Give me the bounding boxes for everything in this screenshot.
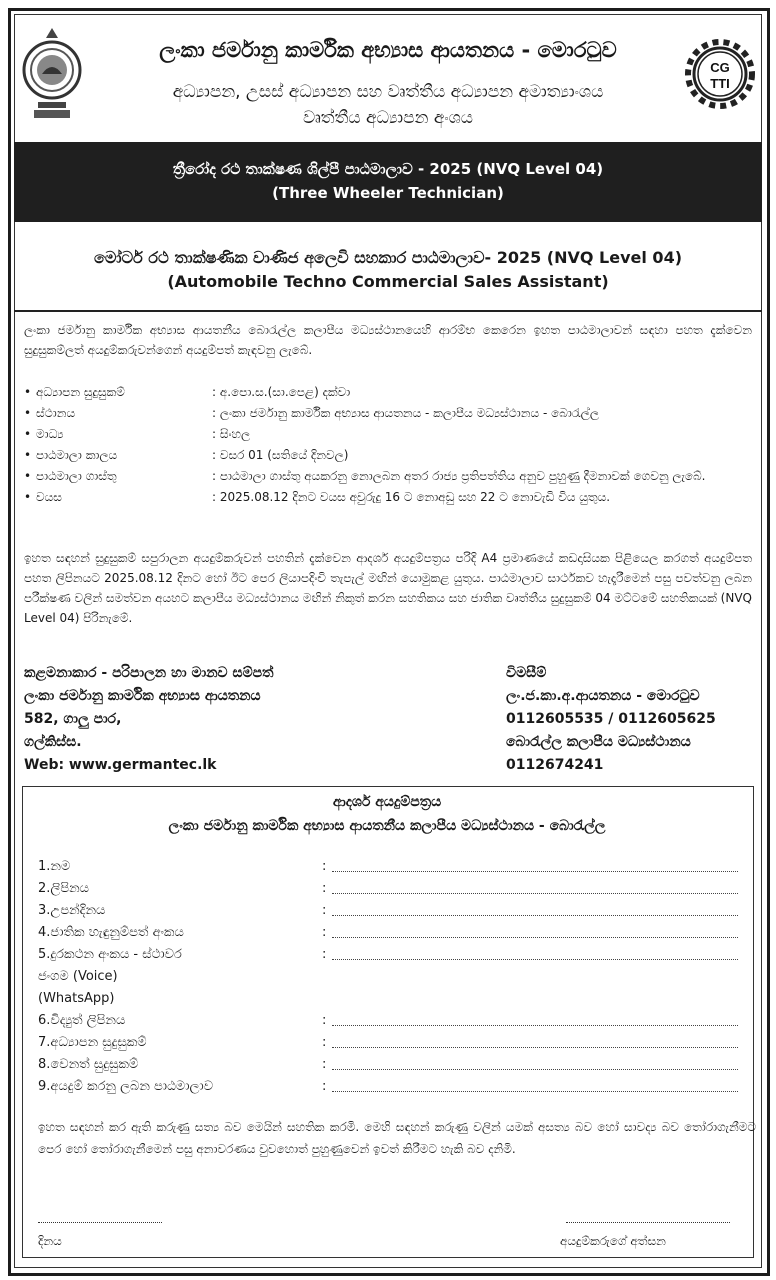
course-title-sinhala: ත්‍රීරෝද රථ තාක්ෂණ ශිල්පී පාඨමාලාව - 2025 (NVQ Level 04) — [172, 160, 604, 178]
inquiry-contacts: විමසීම් ලං.ජ.කා.අ.ආයතනය - මොරටුව 0112605535 / 0112605625 බොරැල්ල කලාපීය මධ්‍යස්ථානය 0112674241 — [506, 662, 762, 777]
divider — [14, 310, 762, 312]
sri-lanka-emblem — [20, 24, 84, 124]
form-subtitle: ලංකා ජර්මානු කාර්මික අභ්‍යාස ආයතනීය කලාපීය මධ්‍යස්ථානය - බොරැල්ල — [168, 818, 606, 834]
postal-address: කළමනාකාර - පරිපාලන හා මානව සම්පත් ලංකා ජර්මානු කාර්මික අභ්‍යාස ආයතනය 582, ගාලු පාර, ගල්කිස්ස. Web: www.germantec.lk — [24, 662, 484, 777]
date-label: දිනය — [38, 1234, 62, 1248]
detail-row: • අධ්‍යාපන සුදුසුකම් : අ.පො.ස.(සා.පෙළ) දක්වා — [24, 385, 351, 399]
declaration-text: ඉහත සඳහන් කර ඇති කරුණු සත්‍ය බව මෙයින් සහතික කරමි. මෙහි සඳහන් කරුණු වලින් යමක් අසත්‍ය බව හෝ සාවද්‍ය බව තෝරාගැනීමට පෙර හෝ තෝරාගැනීමෙන් පසු අනාවරණය වුවහොත් පුහුණුවෙන් ඉවත් කිරීමට හැකි බව දනිමි. — [38, 1120, 756, 1156]
form-field-name[interactable]: 1.නම : — [38, 856, 738, 878]
ministry-name: අධ්‍යාපන, උසස් අධ්‍යාපන සහ වෘත්තීය අධ්‍යාපන අමාත්‍යාංශය — [172, 82, 604, 102]
detail-row: • වයස : 2025.08.12 දිනට වයස අවුරුදු 16 ට නොඅඩු සහ 22 ට නොවැඩි විය යුතුය. — [24, 490, 611, 504]
form-field-email[interactable]: 6.විද්‍යුත් ලිපිනය : — [38, 1010, 738, 1032]
form-field-whatsapp[interactable]: (WhatsApp) — [38, 991, 115, 1006]
form-field-dob[interactable]: 3.උපන්දිනය : — [38, 900, 738, 922]
intro-paragraph: ලංකා ජර්මානු කාර්මික අභ්‍යාස ආයතනීය බොරැල්ල කලාපීය මධ්‍යස්ථානයෙහි ආරම්භ කෙරෙන ඉහත පාඨමාලාවන් සඳහා පහත දැක්වෙන සුදුසුකම්ලත් අයදුම්කරුවන්ගෙන් අයදුම්පත් කැඳවනු ලැබේ. — [24, 323, 752, 357]
form-field-phone[interactable]: 5.දුරකථන අංකය - ස්ථාවර : — [38, 944, 738, 966]
detail-row: • පාඨමාලා කාලය : වසර 01 (සතියේ දිනවල) — [24, 448, 349, 462]
form-field-education[interactable]: 7.අධ්‍යාපන සුදුසුකම් : — [38, 1032, 738, 1054]
course-banner-three-wheeler — [14, 142, 762, 222]
form-fields — [38, 856, 738, 1098]
logo-text-bottom: TTI — [710, 76, 730, 91]
course-title-english: (Three Wheeler Technician) — [272, 184, 504, 202]
form-field-other-qualifications[interactable]: 8.වෙනත් සුදුසුකම් : — [38, 1054, 738, 1076]
form-field-address[interactable]: 2.ලිපිනය : — [38, 878, 738, 900]
logo-text-top: CG — [710, 60, 730, 75]
form-field-course[interactable]: 9.අයදුම් කරනු ලබන පාඨමාලාව : — [38, 1076, 738, 1098]
date-line[interactable] — [38, 1208, 162, 1223]
detail-row: • මාධ්‍ය : සිංහල — [24, 427, 251, 441]
division-name: වෘත්තීය අධ්‍යාපන අංශය — [302, 108, 474, 128]
application-instructions: ඉහත සඳහන් සුදුසුකම් සපුරාලන අයදුම්කරුවන් පහතින් දැක්වෙන ආදර්ශ අයදුම්පත්‍රය පරිදි A4 ප්‍රමාණයේ කඩදාසියක පිළියෙල කරගත් අයදුම්පත පහත ලිපිනයට 2025.08.12 දිනට හෝ ඊට පෙර ලියාපදිංචි තැපැල් මඟින් යොමුකළ යුතුය. පාඨමාලාව සාර්ථකව හැදෑරීමෙන් පසු පවත්වනු ලබන පරීක්ෂණ වලින් සමත්වන අයහට කලාපීය මධ්‍යස්ථානය මඟින් නිකුත් කරන සහතිකය සහ ජාතික වෘත්තීය සුදුසුකම් 04 මට්ටමේ සහතිකයක් (NVQ Level 04) පිරිනැමේ. — [24, 551, 752, 625]
detail-row: • ස්ථානය : ලංකා ජර්මානු කාර්මික අභ්‍යාස ආයතනය - කලාපීය මධ්‍යස්ථානය - බොරැල්ල — [24, 406, 599, 420]
course-title-sinhala: මෝටර් රථ තාක්ෂණික වාණිජ අලෙවි සහකාර පාඨමාලාව- 2025 (NVQ Level 04) — [93, 248, 683, 267]
signature-line[interactable] — [566, 1208, 730, 1223]
detail-row: • පාඨමාලා ගාස්තු : පාඨමාලා ගාස්තු අයකරනු නොලබන අතර රාජ්‍ය ප්‍රතිපත්තිය අනුව පුහුණු දීමනාවක් ගෙවනු ලැබේ. — [24, 469, 706, 483]
course-details-list — [24, 382, 752, 508]
website-link[interactable]: Web: www.germantec.lk — [24, 757, 217, 773]
form-field-mobile[interactable]: ජංගම (Voice) — [38, 969, 118, 984]
phone-number: 0112674241 — [506, 757, 604, 773]
form-title: ආදර්ශ අයදුම්පත්‍රය — [332, 794, 442, 810]
course-banner-automobile — [14, 234, 762, 308]
phone-numbers: 0112605535 / 0112605625 — [506, 711, 716, 727]
course-title-english: (Automobile Techno Commercial Sales Assistant) — [167, 272, 609, 291]
signature-label: අයදුම්කරුගේ අත්සන — [560, 1234, 666, 1248]
form-field-nic[interactable]: 4.ජාතික හැඳුනුම්පත් අංකය : — [38, 922, 738, 944]
institute-title: ලංකා ජර්මානු කාර්මික අභ්‍යාස ආයතනය - මොරටුව — [159, 38, 617, 62]
cgtti-logo — [682, 34, 758, 114]
